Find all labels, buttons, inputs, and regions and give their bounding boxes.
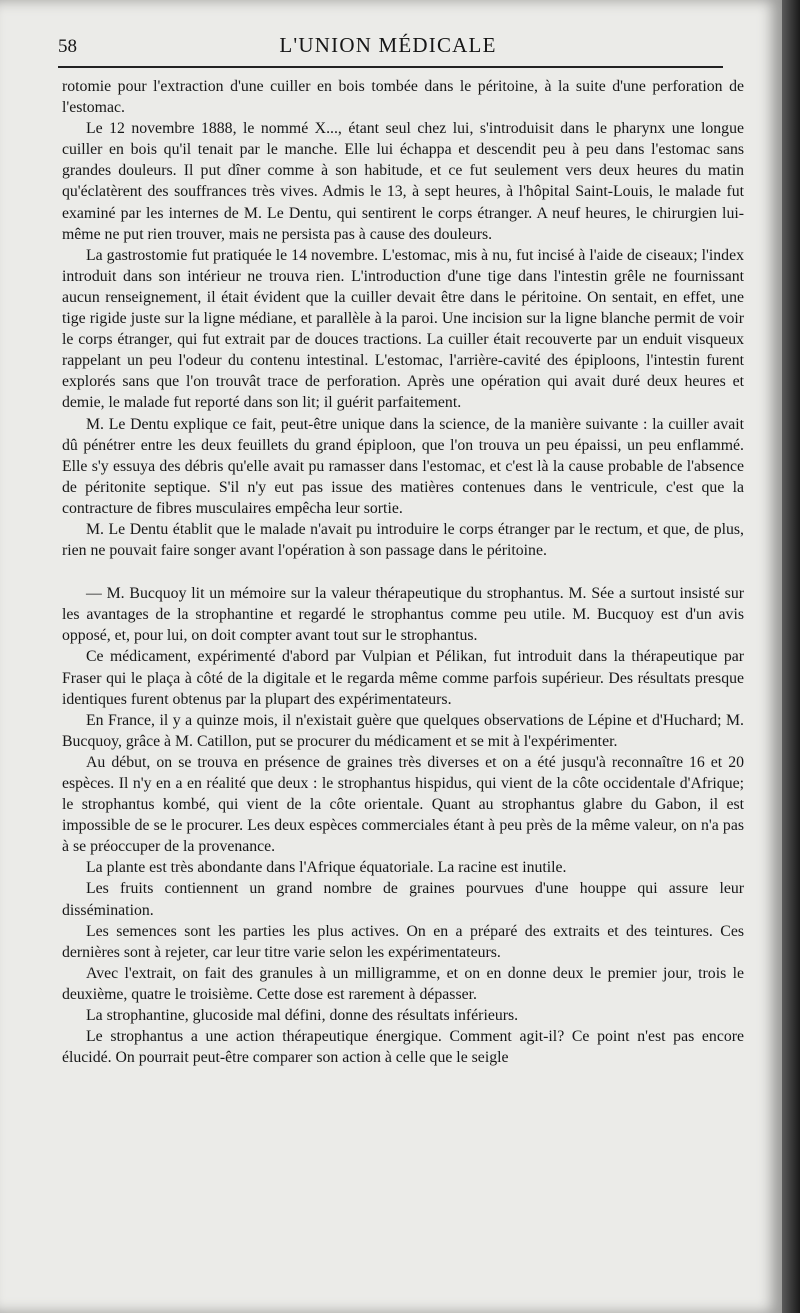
paragraph-seeds: Les semences sont les parties les plus actives. On en a préparé des extraits et des teintures. Ces dernières sont à rejeter, car leur titre varie selon les expérimentateurs. bbox=[62, 922, 744, 961]
paragraph-continued: rotomie pour l'extraction d'une cuiller en bois tombée dans le péritoine, à la suite d'une perforation de l'estomac. bbox=[62, 78, 744, 117]
paragraph-medicament: Ce médicament, expérimenté d'abord par Vulpian et Pélikan, fut introduit dans la thérapeutique par Fraser qui le plaça à côté de la digitale et le regarda même comme parfois supérieur. Des résultats presque identiques furent obtenus par la plupart des expérimentateurs. bbox=[62, 648, 744, 708]
paragraph-gastrostomy: La gastrostomie fut pratiquée le 14 novembre. L'estomac, mis à nu, fut incisé à l'aide de ciseaux; l'index introduit dans son intérieur ne trouva rien. L'introduction d'une tige dans l'intestin grêle ne fournissant aucun renseignement, il était évident que la cuiller devait être dans le péritoine. On sentait, en effet, une tige rigide juste sur la ligne médiane, et parallèle à la paroi. Une incision sur la ligne blanche permit de voir le corps étranger, qui fut extrait par de douces tractions. La cuiller était recouverte par un enduit visqueux rappelant un peu l'odeur du contenu intestinal. L'estomac, l'arrière-cavité des épiploons, l'intestin furent explorés sans que l'on trouvât trace de perforation. Après une opération qui avait duré deux heures et demie, le malade fut reporté dans son lit; il guérit parfaitement. bbox=[62, 246, 744, 412]
paragraph-france: En France, il y a quinze mois, il n'existait guère que quelques observations de Lépine et d'Huchard; M. Bucquoy, grâce à M. Catillon, put se procurer du médicament et se mit à l'expérimenter. bbox=[62, 711, 744, 750]
book-spine-shadow bbox=[782, 0, 800, 1313]
running-title: L'UNION MÉDICALE bbox=[279, 33, 497, 57]
paragraph-case-history: Le 12 novembre 1888, le nommé X..., étant seul chez lui, s'introduisit dans le pharynx une longue cuiller en bois qu'il tenait par le manche. Elle lui échappa et descendit peu à peu dans l'estomac sans grandes douleurs. Il put dîner comme à son habitude, et ce fut seulement vers deux heures du matin qu'éclatèrent des souffrances très vives. Admis le 13, à sept heures, à l'hôpital Saint-Louis, le malade fut examiné par les internes de M. Le Dentu, qui sentirent le corps étranger. A neuf heures, le chirurgien lui-même ne put rien trouver, mais ne persista pas à cause des douleurs. bbox=[62, 120, 744, 243]
paragraph-fruits: Les fruits contiennent un grand nombre de graines pourvues d'une houppe qui assure leur dissémination. bbox=[62, 880, 744, 919]
paragraph-dosage: Avec l'extrait, on fait des granules à un milligramme, et on en donne deux le premier jour, trois le deuxième, quatre le troisième. Cette dose est rarement à dépasser. bbox=[62, 964, 744, 1003]
paragraph-conclusion: M. Le Dentu établit que le malade n'avait pu introduire le corps étranger par le rectum, et que, de plus, rien ne pouvait faire songer avant l'opération à son passage dans le péritoine. bbox=[62, 520, 744, 560]
paragraph-species: Au début, on se trouva en présence de graines très diverses et on a été jusqu'à reconnaître 16 et 20 espèces. Il n'y en a en réalité que deux : le strophantus hispidus, qui vient de la côte occidentale d'Afrique; le strophantus kombé, qui vient de la côte orientale. Quant au strophantus glabre du Gabon, il est impossible de se le procurer. Les deux espèces commerciales étant à peu près de la même valeur, on n'a pas à se préoccuper de la provenance. bbox=[62, 753, 744, 856]
paragraph-plant: La plante est très abondante dans l'Afrique équatoriale. La racine est inutile. bbox=[86, 859, 567, 877]
paragraph-strophantine: La strophantine, glucoside mal défini, donne des résultats inférieurs. bbox=[86, 1007, 519, 1025]
paragraph-explanation: M. Le Dentu explique ce fait, peut-être unique dans la science, de la manière suivante : la cuiller avait dû pénétrer entre les deux feuillets du grand épiploon, que l'on trouva un peu épaissi, un peu enflammé. Elle s'y essuya des débris qu'elle avait pu ramasser dans l'estomac, et c'est là la cause probable de l'absence de péritonite septique. S'il n'y eut pas issue des matières contenues dans le ventricule, c'est que la contracture de fibres musculaires empêcha leur sortie. bbox=[62, 415, 744, 517]
header-rule bbox=[58, 66, 723, 68]
paragraph-bucquoy-memoir: — M. Bucquoy lit un mémoire sur la valeur thérapeutique du strophantus. M. Sée a surtout insisté sur les avantages de la strophantine et regardé le strophantus comme peu utile. M. Bucquoy est d'un avis opposé, et, pour lui, on doit compter avant tout sur le strophantus. bbox=[62, 585, 744, 645]
page-number: 58 bbox=[58, 36, 77, 57]
page-header bbox=[58, 30, 718, 66]
paragraph-action: Le strophantus a une action thérapeutique énergique. Comment agit-il? Ce point n'est pas encore élucidé. On pourrait peut-être comparer son action à celle que le seigle bbox=[62, 1028, 744, 1067]
article-body bbox=[62, 76, 744, 1068]
